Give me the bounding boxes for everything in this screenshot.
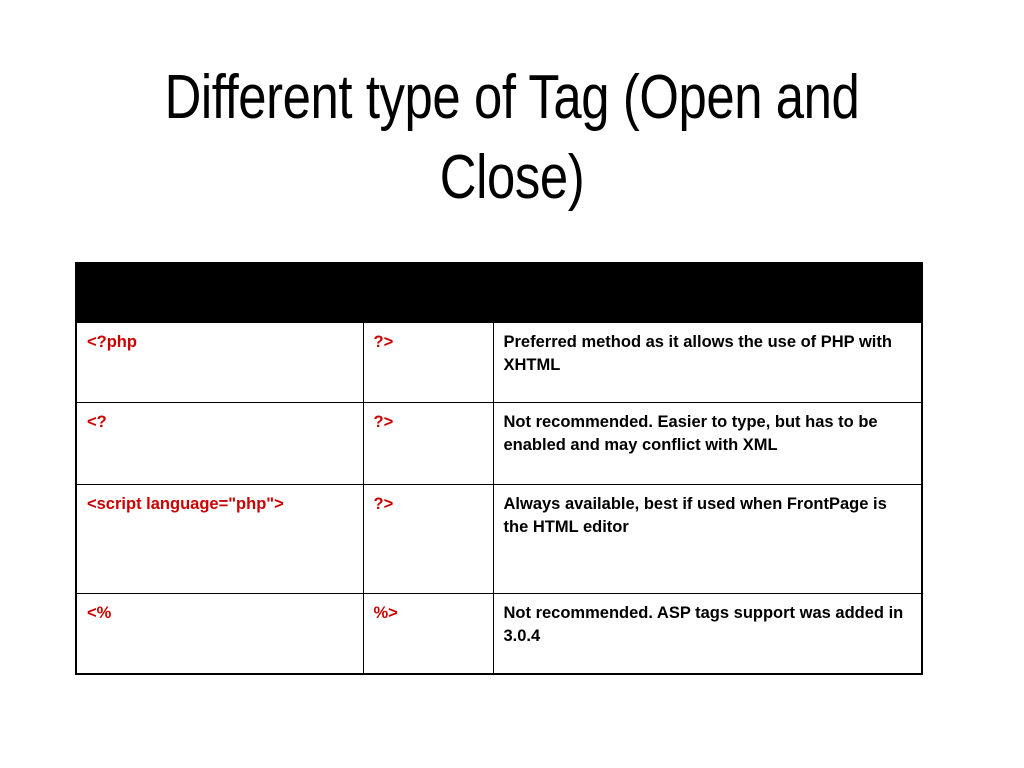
table-row (76, 403, 922, 485)
description-cell: Not recommended. Easier to type, but has to be enabled and may conflict with XML (493, 403, 922, 485)
table-row (76, 323, 922, 403)
description-cell: Not recommended. ASP tags support was added in 3.0.4 (493, 594, 922, 674)
close-tag-cell: ?> (363, 403, 493, 485)
header-cell-close (363, 263, 493, 323)
description-cell: Preferred method as it allows the use of PHP with XHTML (493, 323, 922, 403)
table-row (76, 485, 922, 594)
open-tag-cell: <?php (76, 323, 363, 403)
close-tag-cell: ?> (363, 485, 493, 594)
close-tag-cell: ?> (363, 323, 493, 403)
open-tag-cell: <? (76, 403, 363, 485)
open-tag-cell: <script language="php"> (76, 485, 363, 594)
php-tags-table (75, 262, 923, 675)
description-cell: Always available, best if used when FrontPage is the HTML editor (493, 485, 922, 594)
open-tag-cell: <% (76, 594, 363, 674)
header-cell-open (76, 263, 363, 323)
close-tag-cell: %> (363, 594, 493, 674)
slide-title: Different type of Tag (Open and Close) (164, 63, 860, 212)
header-cell-description (493, 263, 922, 323)
table-header-row (76, 263, 922, 323)
table-row (76, 594, 922, 674)
